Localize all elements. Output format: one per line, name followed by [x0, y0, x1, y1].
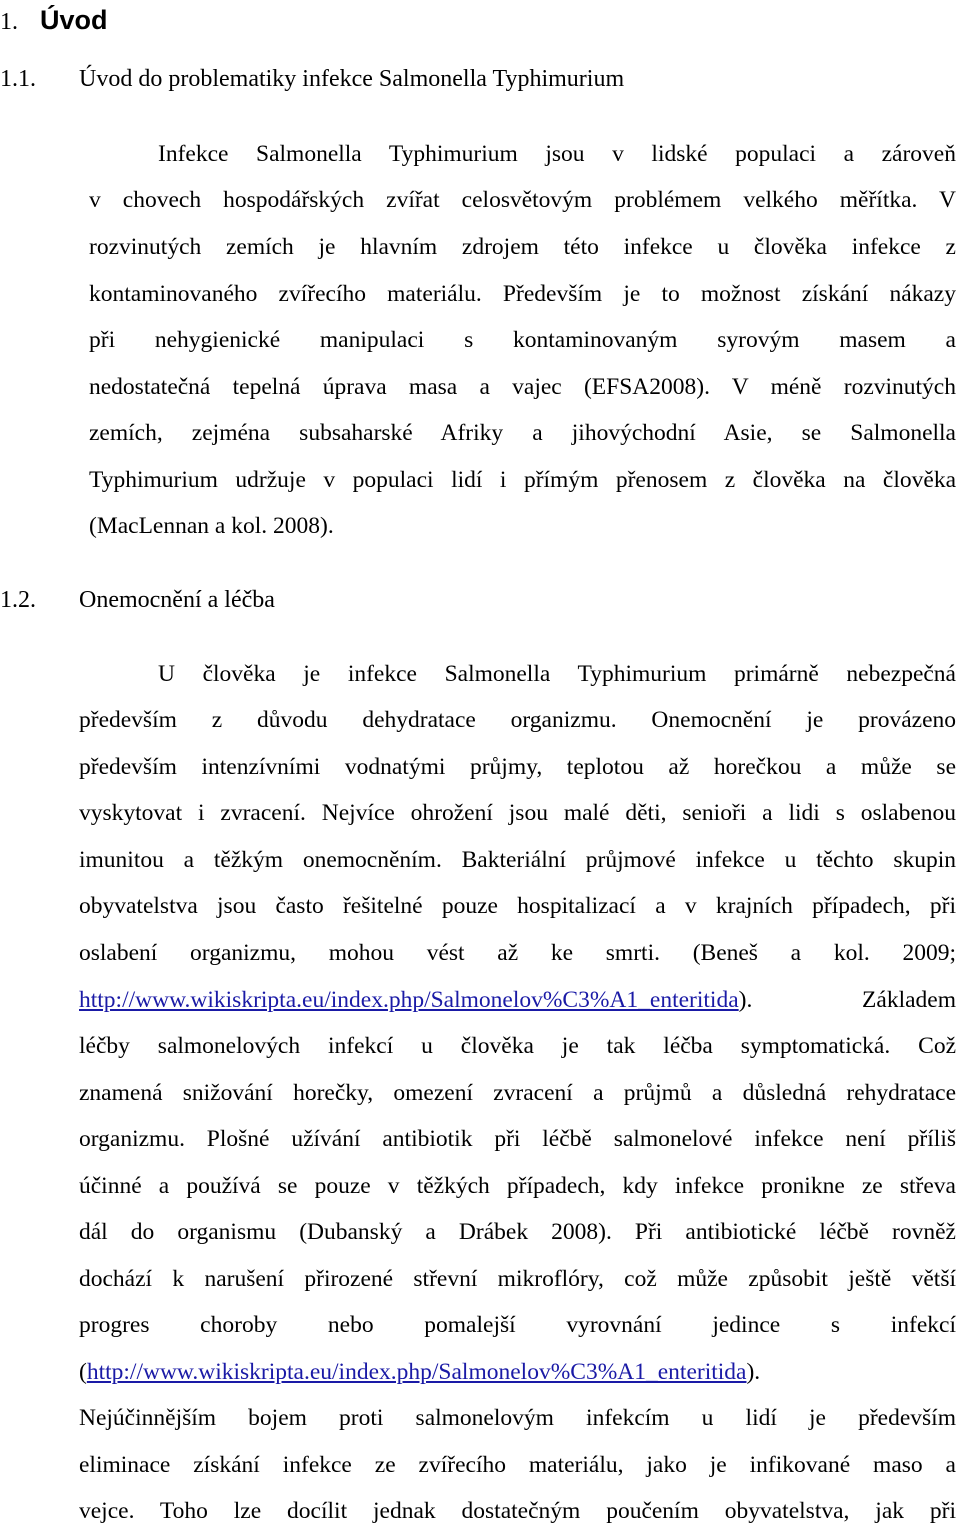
chapter-number: 1. [0, 9, 18, 35]
chapter-heading [0, 2, 108, 40]
text-line: nedostatečná tepelná úprava masa a vajec (EFSA2008). V méně rozvinutých [89, 374, 956, 400]
closing-paren: ). [738, 987, 753, 1013]
text-line: dochází k narušení přirozené střevní mikroflóry, což může způsobit ještě větší [79, 1266, 956, 1292]
text-line: Typhimurium udržuje v populaci lidí i přímým přenosem z člověka na člověka [89, 467, 956, 493]
text-line: především intenzívními vodnatými průjmy, teplotou až horečkou a může se [79, 754, 956, 780]
text-line: především z důvodu dehydratace organizmu. Onemocnění je provázeno [79, 707, 956, 733]
closing-paren: ). [746, 1359, 761, 1385]
text-line: progres choroby nebo pomalejší vyrovnání jedince s infekcí [79, 1312, 956, 1338]
text-line: kontaminovaného zvířecího materiálu. Především je to možnost získání nákazy [89, 281, 956, 307]
wikiskripta-link[interactable]: http://www.wikiskripta.eu/index.php/Salmonelov%C3%A1_enteritida [79, 987, 739, 1013]
text-line: Infekce Salmonella Typhimurium jsou v lidské populaci a zároveň [158, 141, 956, 167]
text-line: zemích, zejména subsaharské Afriky a jihovýchodní Asie, se Salmonella [89, 420, 956, 446]
section-title: Onemocnění a léčba [79, 587, 275, 613]
text-line: rozvinutých zemích je hlavním zdrojem této infekce u člověka infekce z [89, 234, 956, 260]
text-line: eliminace získání infekce ze zvířecího materiálu, jako je infikované maso a [79, 1452, 956, 1478]
wikiskripta-link[interactable]: http://www.wikiskripta.eu/index.php/Salmonelov%C3%A1_enteritida [86, 1359, 747, 1385]
section-number: 1.1. [0, 66, 36, 92]
text-line: organizmu. Plošné užívání antibiotik při léčbě salmonelové infekce není příliš [79, 1126, 956, 1152]
section-heading-1-2 [0, 585, 275, 615]
text-line-with-link [79, 985, 956, 1015]
text-line: dál do organismu (Dubanský a Drábek 2008). Při antibiotické léčbě rovněž [79, 1219, 956, 1245]
link-group [79, 985, 752, 1015]
text-line: obyvatelstva jsou často řešitelné pouze hospitalizací a v krajních případech, při [79, 893, 956, 919]
text-line: při nehygienické manipulaci s kontaminovaným syrovým masem a [89, 327, 956, 353]
text-line: vejce. Toho lze docílit jednak dostatečným poučením obyvatelstva, jak při [79, 1498, 956, 1524]
text-line: U člověka je infekce Salmonella Typhimurium primárně nebezpečná [158, 661, 956, 687]
opening-paren: ( [79, 1359, 87, 1385]
text-line: Nejúčinnějším bojem proti salmonelovým infekcím u lidí je především [79, 1405, 956, 1431]
section-heading-1-1 [0, 64, 624, 94]
text-line: v chovech hospodářských zvířat celosvětovým problémem velkého měřítka. V [89, 187, 956, 213]
trailing-word: Základem [862, 987, 956, 1013]
text-line: znamená snižování horečky, omezení zvracení a průjmů a důsledná rehydratace [79, 1080, 956, 1106]
text-line: účinné a používá se pouze v těžkých případech, kdy infekce pronikne ze střeva [79, 1173, 956, 1199]
text-line: oslabení organizmu, mohou vést až ke smrti. (Beneš a kol. 2009; [79, 940, 956, 966]
text-line: vyskytovat i zvracení. Nejvíce ohrožení jsou malé děti, senioři a lidi s oslabenou [79, 800, 956, 826]
text-line: léčby salmonelových infekcí u člověka je tak léčba symptomatická. Což [79, 1033, 956, 1059]
chapter-title: Úvod [40, 5, 108, 35]
section-number: 1.2. [0, 587, 36, 613]
text-line: (MacLennan a kol. 2008). [89, 513, 334, 539]
text-line-with-link [79, 1357, 956, 1387]
text-line: imunitou a těžkým onemocněním. Bakteriální průjmové infekce u těchto skupin [79, 847, 956, 873]
section-title: Úvod do problematiky infekce Salmonella Typhimurium [79, 66, 625, 92]
